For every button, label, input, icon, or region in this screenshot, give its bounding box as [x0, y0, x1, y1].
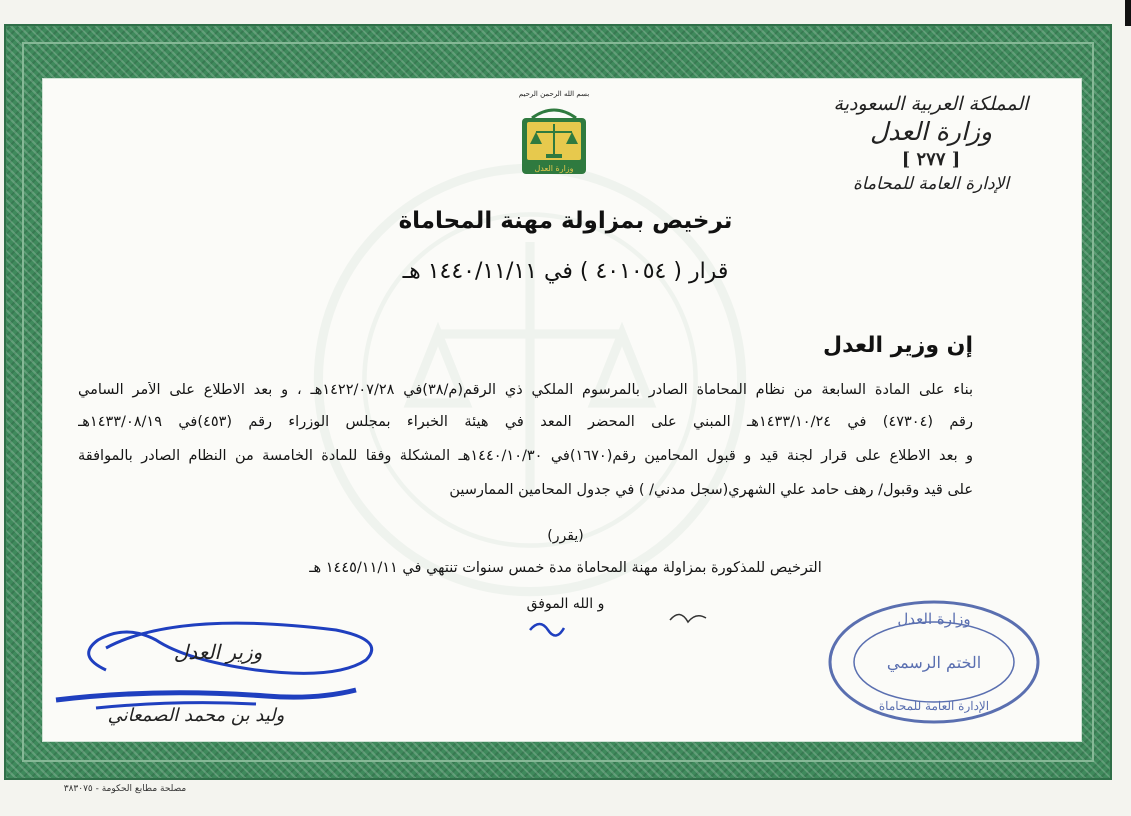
- stamp-bottom-text: الإدارة العامة للمحاماة: [878, 699, 990, 713]
- minister-heading: إن وزير العدل: [823, 333, 973, 358]
- body-line-4: على قيد وقبول/ رهف حامد علي الشهري(سجل مدني/ ) في جدول المحامين الممارسين: [449, 482, 973, 498]
- emblem-label: وزارة العدل: [534, 164, 574, 173]
- certificate-title: ترخيص بمزاولة مهنة المحاماة: [398, 208, 733, 234]
- decision-number: قرار ( ٤٠١٠٥٤ ) في ١٤٤٠/١١/١١ هـ: [402, 259, 729, 284]
- closing-phrase: و الله الموفق: [526, 596, 605, 612]
- stamp-top-text: وزارة العدل: [897, 610, 971, 628]
- official-stamp: [826, 598, 1042, 726]
- decides-heading: (يقرر): [547, 528, 584, 544]
- corner-mark: [1125, 0, 1131, 26]
- ministry-header: [811, 92, 1051, 196]
- body-line-3: و بعد الاطلاع على قرار لجنة قيد و قبول المحامين رقم(١٦٧٠)في ١٤٤٠/١٠/٣٠هـ المشكلة وفقا للمادة الخامسة من النظام الصادر بالموافقة: [78, 448, 973, 464]
- printer-footer: مصلحة مطابع الحكومة - ٣٨٣٠٧٥: [63, 784, 187, 794]
- body-line-1: بناء على المادة السابعة من نظام المحاماة الصادر بالمرسوم الملكي ذي الرقم(م/٣٨)في ١٤٢٢/٠٧/٢٨هـ ، و بعد الاطلاع على الأمر السامي: [78, 382, 973, 398]
- ministry-name: وزارة العدل: [869, 117, 993, 146]
- body-line-2: رقم (٤٧٣٠٤) في ١٤٣٣/١٠/٢٤هـ المبني على المحضر المعد في هيئة الخبراء بمجلس الوزراء رقم (٤٥٣)في ١٤٣٣/٠٨/١٩هـ: [78, 414, 973, 430]
- stamp-center-text: الختم الرسمي: [886, 653, 982, 672]
- grant-statement: الترخيص للمذكورة بمزاولة مهنة المحاماة مدة خمس سنوات تنتهي في ١٤٤٥/١١/١١ هـ: [309, 560, 822, 576]
- signature-title: وزير العدل: [173, 640, 263, 664]
- reference-number: [ ٢٧٧ ]: [901, 149, 961, 170]
- signature-name: وليد بن محمد الصمعاني: [107, 705, 285, 726]
- kingdom-name: المملكة العربية السعودية: [833, 93, 1029, 115]
- ministry-emblem: [518, 88, 590, 180]
- initial-marks: [520, 600, 720, 650]
- department-name: الإدارة العامة للمحاماة: [852, 174, 1010, 194]
- emblem-basmala: بسم الله الرحمن الرحيم: [518, 90, 590, 98]
